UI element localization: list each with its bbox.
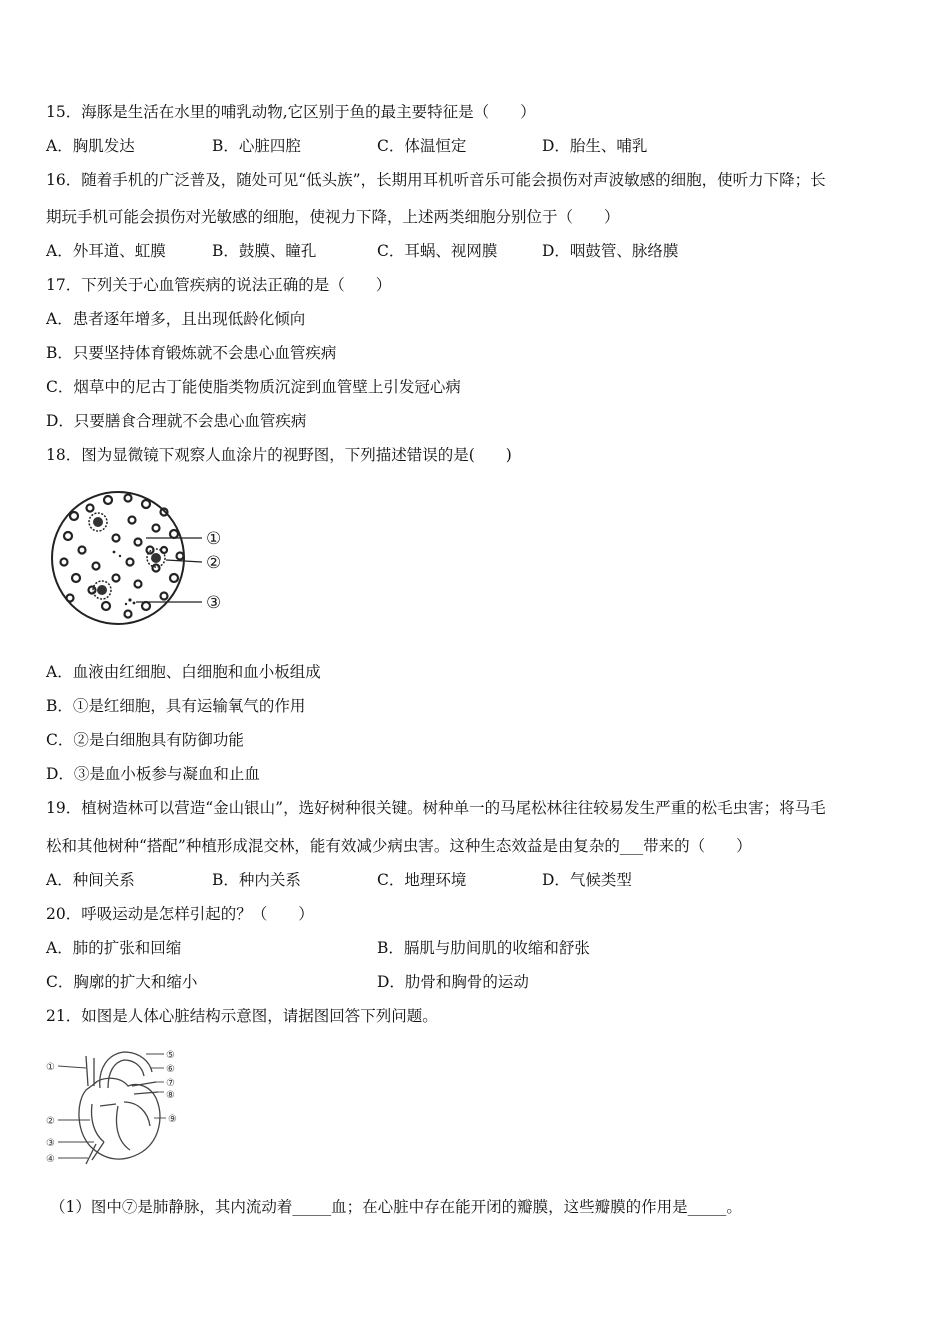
q19-option-a: A．种间关系 — [46, 871, 135, 889]
blood-smear-figure — [46, 478, 246, 640]
q15-stem: 15．海豚是生活在水里的哺乳动物,它区别于鱼的最主要特征是（ ） — [46, 103, 536, 121]
heart-label-6: ⑥ — [166, 1064, 175, 1075]
heart-label-2: ② — [46, 1116, 55, 1127]
q16-option-c: C．耳蜗、视网膜 — [377, 242, 498, 260]
q19-stem-line2: 松和其他树种“搭配”种植形成混交林，能有效减少病虫害。这种生态效益是由复杂的___带来的（ ） — [46, 837, 752, 855]
q16-options — [46, 241, 906, 261]
q18-option-c: C．②是白细胞具有防御功能 — [46, 731, 244, 749]
q16-stem-line1: 16．随着手机的广泛普及，随处可见“低头族”，长期用耳机听音乐可能会损伤对声波敏感的细胞，使听力下降；长 — [46, 171, 826, 189]
heart-diagram-figure — [46, 1046, 182, 1170]
q18-option-b: B．①是红细胞，具有运输氧气的作用 — [46, 697, 306, 715]
q20-option-d: D．肋骨和胸骨的运动 — [377, 973, 529, 991]
heart-label-1: ① — [46, 1062, 55, 1073]
smear-label-1: ① — [206, 529, 222, 549]
q20-stem: 20．呼吸运动是怎样引起的？（ ） — [46, 905, 314, 923]
q15-option-b: B．心脏四腔 — [212, 137, 301, 155]
q19-option-d: D．气候类型 — [542, 871, 632, 889]
smear-label-2: ② — [206, 553, 222, 573]
q15-options — [46, 136, 906, 156]
heart-label-3: ③ — [46, 1138, 55, 1149]
q20-option-b: B．膈肌与肋间肌的收缩和舒张 — [377, 939, 590, 957]
q16-option-b: B．鼓膜、瞳孔 — [212, 242, 317, 260]
q16-option-d: D．咽鼓管、脉络膜 — [542, 242, 679, 260]
q18-option-a: A．血液由红细胞、白细胞和血小板组成 — [46, 663, 321, 681]
q21-subquestion-1: （1）图中⑦是肺静脉，其内流动着_____血；在心脏中存在能开闭的瓣膜，这些瓣膜的作用是_____。 — [50, 1198, 742, 1216]
q19-options — [46, 870, 906, 890]
q15-option-c: C．体温恒定 — [377, 137, 467, 155]
q20-option-c: C．胸廓的扩大和缩小 — [46, 973, 198, 991]
heart-label-5: ⑤ — [166, 1050, 175, 1061]
q16-option-a: A．外耳道、虹膜 — [46, 242, 166, 260]
heart-label-9: ⑨ — [168, 1114, 177, 1125]
q19-option-b: B．种内关系 — [212, 871, 301, 889]
heart-label-4: ④ — [46, 1154, 55, 1165]
q18-stem: 18．图为显微镜下观察人血涂片的视野图，下列描述错误的是( ) — [46, 446, 512, 464]
q19-stem-line1: 19．植树造林可以营造“金山银山”，选好树种很关键。树种单一的马尾松林往往较易发生严重的松毛虫害；将马毛 — [46, 799, 826, 817]
q20-options-row2 — [46, 972, 906, 992]
q17-option-c: C．烟草中的尼古丁能使脂类物质沉淀到血管壁上引发冠心病 — [46, 378, 461, 396]
q16-stem-line2: 期玩手机可能会损伤对光敏感的细胞，使视力下降，上述两类细胞分别位于（ ） — [46, 208, 620, 226]
smear-label-3: ③ — [206, 593, 222, 613]
q17-option-d: D．只要膳食合理就不会患心血管疾病 — [46, 412, 307, 430]
q17-option-a: A．患者逐年增多，且出现低龄化倾向 — [46, 310, 306, 328]
q20-options-row1 — [46, 938, 906, 958]
q18-option-d: D．③是血小板参与凝血和止血 — [46, 765, 260, 783]
q17-stem: 17．下列关于心血管疾病的说法正确的是（ ） — [46, 276, 392, 294]
q20-option-a: A．肺的扩张和回缩 — [46, 939, 182, 957]
q21-stem: 21．如图是人体心脏结构示意图，请据图回答下列问题。 — [46, 1007, 438, 1025]
q17-option-b: B．只要坚持体育锻炼就不会患心血管疾病 — [46, 344, 337, 362]
q15-option-d: D．胎生、哺乳 — [542, 137, 648, 155]
q15-option-a: A．胸肌发达 — [46, 137, 135, 155]
q19-option-c: C．地理环境 — [377, 871, 467, 889]
heart-label-7: ⑦ — [166, 1078, 175, 1089]
heart-label-8: ⑧ — [166, 1090, 175, 1101]
